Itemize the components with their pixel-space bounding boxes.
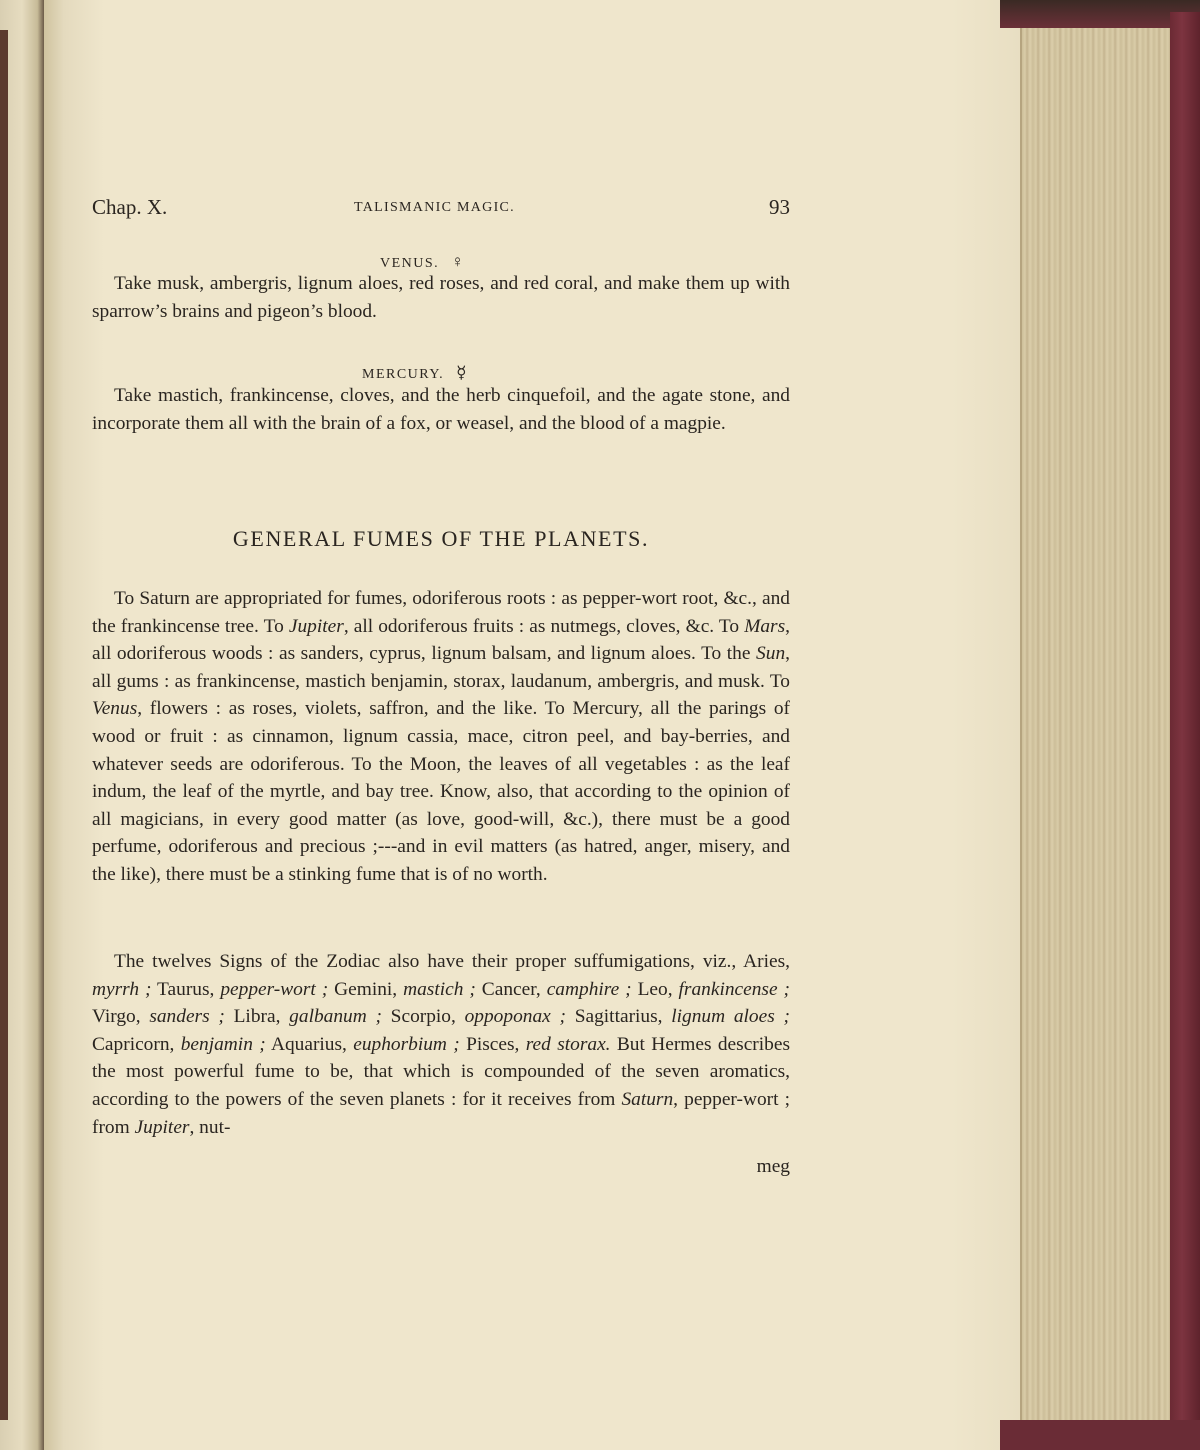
running-title: TALISMANIC MAGIC. (354, 200, 515, 215)
page-block-edge (1020, 28, 1172, 1423)
p1-sun: Sun (756, 643, 786, 665)
zodiac-paragraph (92, 948, 790, 1141)
p2-aquarius: euphorbium ; (353, 1033, 460, 1055)
venus-heading-label: VENUS. (380, 256, 440, 271)
p2-text-9: Sagittarius, (565, 1006, 672, 1028)
venus-paragraph: Take musk, ambergris, lignum aloes, red roses, and red coral, and make them up with sparrow’s brains and pigeon’s blood. (92, 273, 790, 322)
p2-gemini: mastich ; (403, 978, 476, 1000)
p1-text-3: , all odoriferous woods : as sanders, cyprus, lignum balsam, and lignum aloes. To the (92, 615, 790, 665)
p2-sagittarius: lignum aloes ; (671, 1006, 790, 1028)
p1-jupiter: Jupiter (288, 615, 344, 637)
p2-pisces: red storax. (525, 1033, 611, 1055)
mercury-paragraph: Take mastich, frankincense, cloves, and the herb cinquefoil, and the agate stone, and incorporate them all with the brain of a fox, or weasel, and the blood of a magpie. (92, 385, 790, 434)
p2-leo: frankincense ; (678, 978, 790, 1000)
p2-cancer: camphire ; (546, 978, 632, 1000)
p2-text-14: , pepper-wort ; from (92, 1088, 790, 1138)
p2-text-15: , nut- (189, 1116, 231, 1138)
venus-heading (380, 252, 464, 272)
p2-aries: myrrh ; (92, 978, 152, 1000)
cover-bottom (1000, 1420, 1200, 1450)
p2-text-11: Aquarius, (265, 1033, 354, 1055)
p2-saturn: Saturn (621, 1088, 674, 1110)
p1-text: To Saturn are appropriated for fumes, odoriferous roots : as pepper-wort root, &c., and the frankincense tree. To (92, 588, 790, 637)
p2-text-8: Scorpio, (381, 1006, 465, 1028)
p2-scorpio: oppoponax ; (464, 1006, 566, 1028)
p1-venus: Venus (92, 698, 138, 720)
p2-text-12: Pisces, (459, 1033, 526, 1055)
page-number: 93 (769, 195, 790, 219)
p2-text-2: Taurus, (151, 978, 221, 1000)
fumes-paragraph (92, 585, 790, 889)
running-head (92, 195, 790, 225)
p2-jupiter: Jupiter (134, 1116, 190, 1138)
p1-mars: Mars (744, 615, 786, 637)
venus-symbol-icon: ♀ (451, 252, 464, 271)
p1-text-5: , flowers : as roses, violets, saffron, and the like. To Mercury, all the parings of wood or fruit : as cinnamon, lignum cassia, mace, citron peel, and bay-berries, and whatever seeds are odoriferous. To the Moon, the leaves of all vegetables : as the leaf indum, the leaf of the myrtle, and bay tree. Know, also, that according to the opinion of all magicians, in every good matter (as love, good-will, &c.), there must be a good perfume, odoriferous and precious ;---and in evil matters (as hatred, anger, misery, and the like), there must be a stinking fume that is of no worth. (92, 698, 790, 885)
cover-right (1170, 12, 1200, 1450)
p2-text-10: Capricorn, (92, 1033, 181, 1055)
p2-text-4: Cancer, (475, 978, 547, 1000)
p1-text-4: , all gums : as frankincense, mastich benjamin, storax, laudanum, ambergris, and musk. To (92, 643, 790, 692)
chapter-label: Chap. X. (92, 195, 168, 219)
p2-text-3: Gemini, (328, 978, 404, 1000)
p2-virgo: sanders ; (149, 1006, 225, 1028)
left-cover (0, 30, 8, 1420)
p2-text-1: The twelves Signs of the Zodiac also have their proper suffumigations, viz., Aries, (114, 951, 790, 972)
p2-text-13: But Hermes describes the most powerful fume to be, that which is compounded of the seven aromatics, according to the powers of the seven planets : for it receives from (92, 1033, 790, 1110)
p2-taurus: pepper-wort ; (220, 978, 329, 1000)
p2-text-7: Libra, (224, 1006, 290, 1028)
mercury-symbol-icon: ☿ (456, 363, 467, 382)
p2-capricorn: benjamin ; (180, 1033, 266, 1055)
section-title: GENERAL FUMES OF THE PLANETS. (232, 526, 650, 551)
mercury-heading (362, 363, 467, 383)
catchword: meg (756, 1156, 790, 1177)
p1-text-2: , all odoriferous fruits : as nutmegs, cloves, &c. To (343, 615, 745, 637)
mercury-heading-label: MERCURY. (362, 367, 445, 382)
p2-text-6: Virgo, (92, 1006, 150, 1028)
p2-text-5: Leo, (631, 978, 679, 1000)
p2-libra: galbanum ; (289, 1006, 382, 1028)
